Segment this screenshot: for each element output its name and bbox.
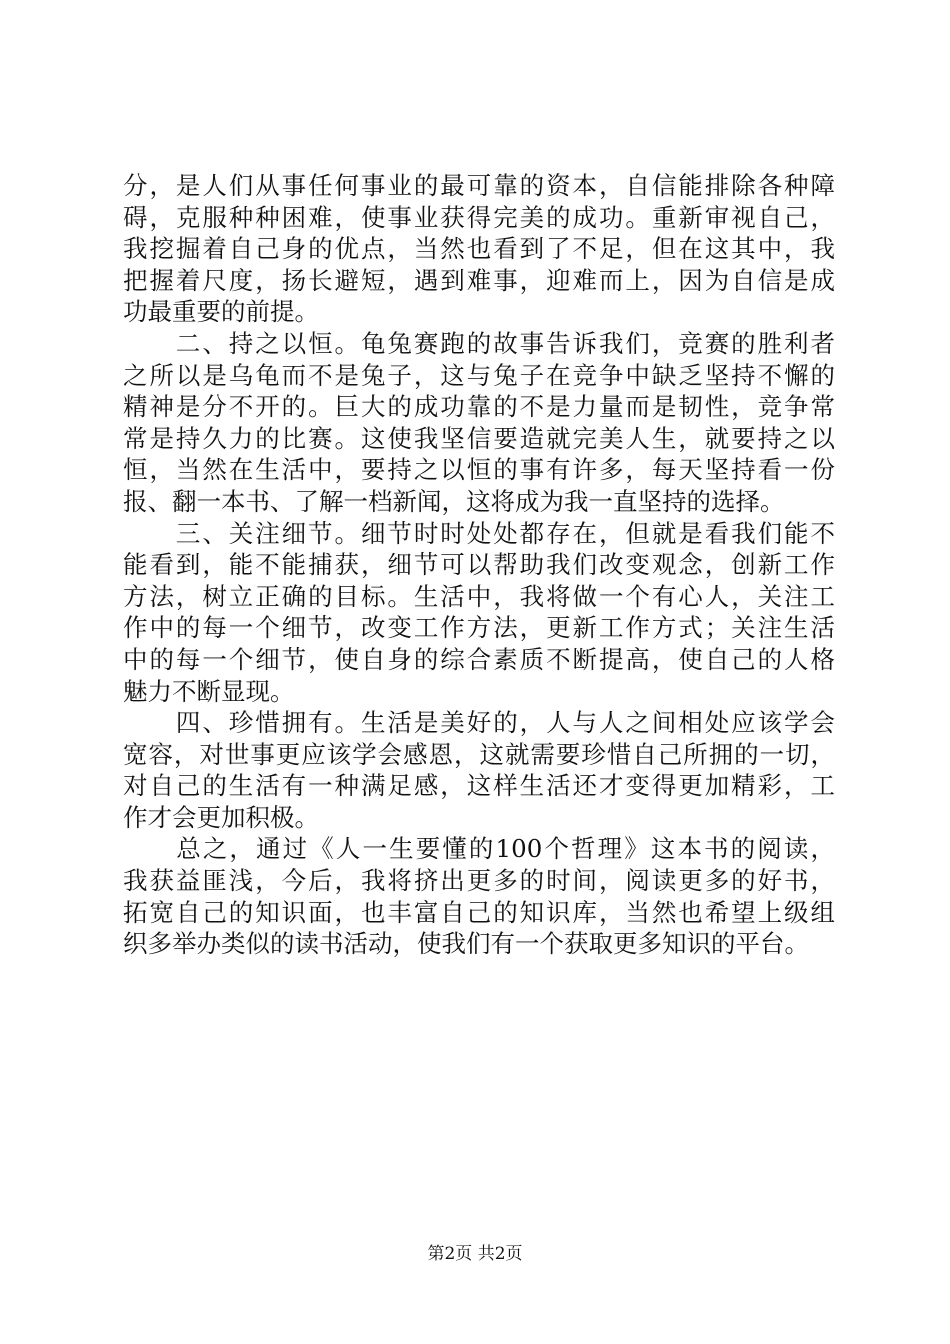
text-line: 之所以是乌龟而不是兔子，这与兔子在竞争中缺乏坚持不懈的 [123, 360, 835, 390]
text-line: 对自己的生活有一种满足感，这样生活还才变得更加精彩，工 [123, 771, 835, 801]
text-line: 分，是人们从事任何事业的最可靠的资本，自信能排除各种障 [123, 171, 835, 200]
text-line: 报、翻一本书、了解一档新闻，这将成为我一直坚持的选择。 [123, 486, 785, 516]
text-line: 碍，克服种种困难，使事业获得完美的成功。重新审视自己， [123, 202, 835, 232]
text-line: 我挖掘着自己身的优点，当然也看到了不足，但在这其中，我 [123, 234, 835, 264]
body-text [123, 170, 835, 960]
text-line: 恒，当然在生活中，要持之以恒的事有许多，每天坚持看一份 [123, 455, 835, 485]
text-line: 方法，树立正确的目标。生活中，我将做一个有心人，关注工 [123, 581, 835, 611]
text-line: 能看到，能不能捕获，细节可以帮助我们改变观念，创新工作 [123, 550, 835, 580]
text-line: 宽容，对世事更应该学会感恩，这就需要珍惜自己所拥的一切， [123, 739, 835, 769]
paragraph-4-first-line: 四、珍惜拥有。生活是美好的，人与人之间相处应该学会 [123, 708, 835, 738]
text-line: 常是持久力的比赛。这使我坚信要造就完美人生，就要持之以 [123, 423, 835, 453]
text-line: 作中的每一个细节，改变工作方法，更新工作方式；关注生活 [123, 613, 835, 643]
paragraph-3-first-line: 三、关注细节。细节时时处处都存在，但就是看我们能不 [123, 518, 835, 548]
text-line: 中的每一个细节，使自身的综合素质不断提高，使自己的人格 [123, 644, 835, 674]
text-line: 拓宽自己的知识面，也丰富自己的知识库，当然也希望上级组 [123, 897, 835, 927]
page-number-footer: 第2页 共2页 [427, 1244, 523, 1264]
text-line: 精神是分不开的。巨大的成功靠的不是力量而是韧性，竞争常 [123, 392, 835, 422]
text-line: 我获益匪浅，今后，我将挤出更多的时间，阅读更多的好书， [123, 866, 835, 896]
paragraph-5-first-line: 总之，通过《人一生要懂的100个哲理》这本书的阅读， [123, 834, 835, 864]
text-line: 功最重要的前提。 [123, 297, 319, 327]
paragraph-2-first-line: 二、持之以恒。龟兔赛跑的故事告诉我们，竞赛的胜利者 [123, 328, 835, 358]
text-line: 织多举办类似的读书活动，使我们有一个获取更多知识的平台。 [123, 929, 809, 959]
text-line: 魅力不断显现。 [123, 676, 295, 706]
text-line: 作才会更加积极。 [123, 802, 319, 832]
text-line: 把握着尺度，扬长避短，遇到难事，迎难而上，因为自信是成 [123, 265, 835, 295]
